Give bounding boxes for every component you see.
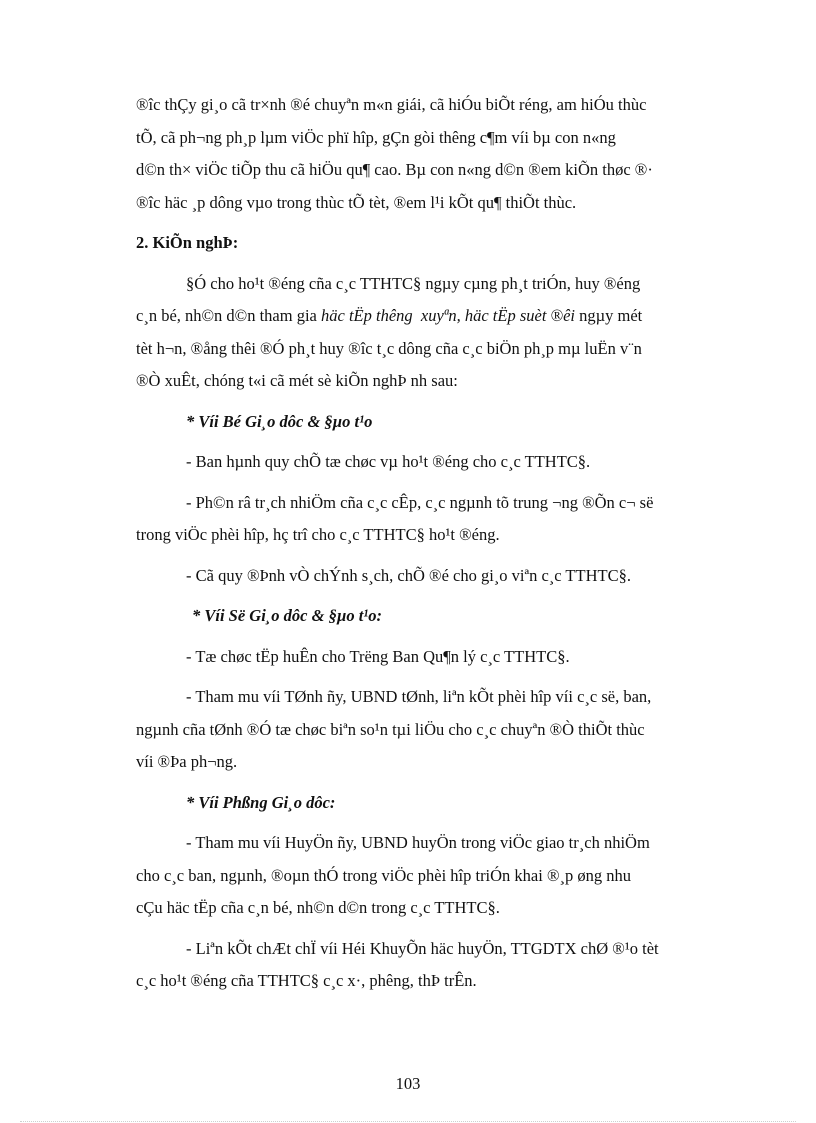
paragraph-1-line-4: ®îc häc ¸p dông vµo trong thùc tÕ tèt, ®em l¹i kÕt qu¶ thiÕt thùc. <box>136 192 577 212</box>
ministry-item-1: - Ban hµnh quy chÕ tæ chøc vµ ho¹t ®éng cho c¸c TTHTC§. <box>186 452 591 471</box>
paragraph-1-line-3: d©n th× viÖc tiÕp thu cã hiÖu qu¶ cao. Bµ con n«ng d©n ®em kiÕn thøc ®· <box>136 160 653 179</box>
ministry-item-2-line-1: - Ph©n râ tr¸ch nhiÖm cña c¸c cÊp, c¸c ngµnh tõ trung ¬ng ®Õn c¬ së <box>186 492 654 512</box>
paragraph-2-line-4: ®Ò xuÊt, chóng t«i cã mét sè kiÕn nghÞ nh sau: <box>136 371 458 390</box>
paragraph-2-line-1: §Ó cho ho¹t ®éng cña c¸c TTHTC§ ngµy cµng ph¸t triÓn, huy ®éng <box>186 273 641 293</box>
department-item-2-line-2: ngµnh cña tØnh ®Ó tæ chøc biªn so¹n tµi liÖu cho c¸c chuyªn ®Ò thiÕt thùc <box>136 719 645 739</box>
district-item-1-line-2: cho c¸c ban, ngµnh, ®oµn thÓ trong viÖc phèi hîp triÓn khai ®¸p øng nhu <box>136 865 631 885</box>
ministry-item-2-line-2: trong viÖc phèi hîp, hç trî cho c¸c TTHTC§ ho¹t ®éng. <box>136 525 500 544</box>
paragraph-2-line-2 <box>136 300 738 333</box>
district-item-2-line-2: c¸c ho¹t ®éng cña TTHTC§ c¸c x·, phêng, thÞ trÊn. <box>136 971 477 990</box>
ministry-heading: * Víi Bé Gi¸o dôc & §µo t¹o <box>186 411 373 431</box>
body-text <box>136 89 738 998</box>
paragraph-2-line-2-end: ngµy mét <box>574 306 643 325</box>
paragraph-2-line-2-start: c¸n bé, nh©n d©n tham gia <box>136 306 321 325</box>
district-item-1-line-1: - Tham mu víi HuyÖn ñy, UBND huyÖn trong viÖc giao tr¸ch nhiÖm <box>186 833 650 852</box>
department-item-2-line-1: - Tham mu víi TØnh ñy, UBND tØnh, liªn kÕt phèi hîp víi c¸c së, ban, <box>186 687 652 706</box>
district-item-2-line-1: - Liªn kÕt chÆt chÏ víi Héi KhuyÕn häc huyÖn, TTGDTX chØ ®¹o tèt <box>186 938 659 958</box>
paragraph-1-line-2: tÕ, cã ph¬ng ph¸p lµm viÖc phï hîp, gÇn gòi thêng c¶m víi bµ con n«ng <box>136 127 616 147</box>
paragraph-2-line-3: tèt h¬n, ®ång thêi ®Ó ph¸t huy ®îc t¸c dông cña c¸c biÖn ph¸p mµ luËn v¨n <box>136 338 642 358</box>
department-item-1: - Tæ chøc tËp huÊn cho Trëng Ban Qu¶n lý c¸c TTHTC§. <box>186 646 570 666</box>
paragraph-2-emphasis: häc tËp thêng xuyªn, häc tËp suèt ®êi <box>321 306 575 325</box>
ministry-item-3: - Cã quy ®Þnh vÒ chÝnh s¸ch, chÕ ®é cho gi¸o viªn c¸c TTHTC§. <box>186 565 631 585</box>
department-item-2-line-3: víi ®Þa ph¬ng. <box>136 752 238 771</box>
department-heading: * Víi Së Gi¸o dôc & §µo t¹o: <box>192 606 382 625</box>
district-item-1-line-3: cÇu häc tËp cña c¸n bé, nh©n d©n trong c¸c TTHTC§. <box>136 898 500 917</box>
paragraph-1-line-1: ®îc thÇy gi¸o cã tr×nh ®é chuyªn m«n giái, cã hiÓu biÕt réng, am hiÓu thùc <box>136 95 647 114</box>
district-heading: * Víi Phßng Gi¸o dôc: <box>186 792 336 812</box>
page-bottom-divider <box>20 1121 796 1122</box>
section-heading: 2. KiÕn nghÞ: <box>136 233 239 252</box>
page-number: 103 <box>395 1074 421 1093</box>
